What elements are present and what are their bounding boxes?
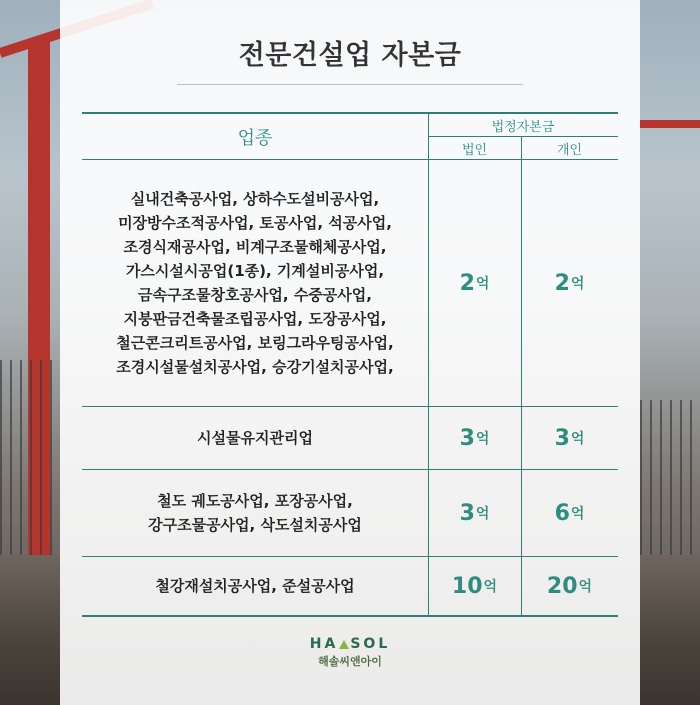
amount-unit: 억 [570, 506, 585, 522]
amount-value: 2 [459, 270, 475, 296]
business-line: 실내건축공사업, 상하수도설비공사업, [130, 190, 380, 208]
header-business-type [82, 114, 428, 159]
table-row-4-individual [521, 557, 618, 615]
page-title: 전문건설업 자본금 [238, 40, 462, 71]
table-row-3-business [82, 470, 428, 556]
title-divider [177, 84, 523, 85]
logo-name-right: SOL [350, 636, 391, 652]
amount-unit: 억 [570, 431, 585, 447]
table-row-1-corporation [428, 160, 521, 406]
table-row-2-business [82, 407, 428, 469]
table-row-1-individual [521, 160, 618, 406]
content-panel [60, 0, 640, 705]
amount-unit: 억 [578, 579, 593, 595]
amount-unit: 억 [483, 579, 498, 595]
amount-value: 2 [554, 270, 570, 296]
header-legal-capital-label: 법정자본금 [491, 119, 555, 135]
business-line: 조경식재공사업, 비계구조물해체공사업, [123, 238, 387, 256]
header-business-type-label: 업종 [237, 127, 273, 149]
table-row-4-business [82, 557, 428, 615]
business-line: 철강재설치공사업, 준설공사업 [155, 577, 355, 595]
header-individual-label: 개인 [556, 142, 583, 158]
table-row-1-business [82, 160, 428, 406]
business-line: 가스시설시공업(1종), 기계설비공사업, [125, 262, 385, 280]
logo-wordmark [60, 636, 640, 652]
amount-unit: 억 [475, 276, 490, 292]
haesol-logo [60, 636, 640, 669]
logo-subtitle: 해솔씨앤아이 [318, 655, 382, 668]
logo-triangle-icon [339, 640, 349, 649]
business-line: 철근콘크리트공사업, 보링그라우팅공사업, [116, 334, 394, 352]
business-line: 시설물유지관리업 [197, 429, 313, 447]
business-line: 조경시설물설치공사업, 승강기설치공사업, [116, 358, 394, 376]
header-legal-capital [428, 114, 618, 136]
amount-unit: 억 [475, 506, 490, 522]
header-corporation [428, 137, 521, 159]
business-line: 미장방수조적공사업, 토공사업, 석공사업, [118, 214, 392, 232]
amount-value: 3 [459, 425, 475, 451]
business-line: 강구조물공사업, 삭도설치공사업 [148, 516, 362, 534]
table-row-3-corporation [428, 470, 521, 556]
table-bottom-border [82, 615, 618, 617]
table-row-3-individual [521, 470, 618, 556]
amount-value: 6 [554, 500, 570, 526]
header-corporation-label: 법인 [461, 142, 488, 158]
table-row-4-corporation [428, 557, 521, 615]
table-row-2-corporation [428, 407, 521, 469]
header-individual [521, 137, 618, 159]
amount-unit: 억 [475, 431, 490, 447]
amount-value: 3 [459, 500, 475, 526]
table-row-2-individual [521, 407, 618, 469]
amount-value: 20 [546, 573, 578, 599]
business-line: 금속구조물창호공사업, 수중공사업, [138, 286, 372, 304]
amount-value: 3 [554, 425, 570, 451]
amount-unit: 억 [570, 276, 585, 292]
amount-value: 10 [451, 573, 483, 599]
logo-name-left: HA [309, 636, 339, 652]
crane-jib-2 [640, 120, 700, 128]
business-line: 철도 궤도공사업, 포장공사업, [157, 492, 353, 510]
business-line: 지붕판금건축물조립공사업, 도장공사업, [123, 310, 387, 328]
